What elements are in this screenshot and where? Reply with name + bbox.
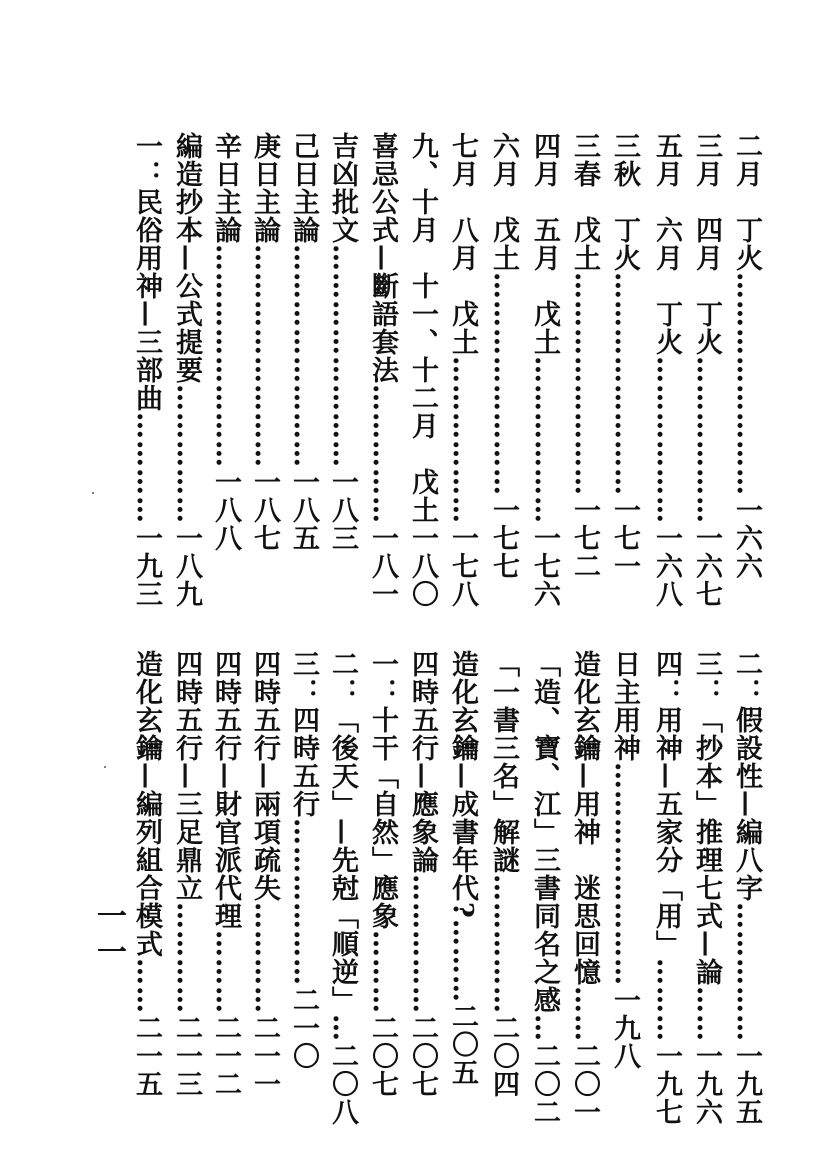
toc-entry-top-16: 一：民俗用神—三部曲…………一九三 xyxy=(131,132,162,608)
toc-entry-top-7: 六月 戊土……………………一七七 xyxy=(488,132,519,580)
toc-entry-top-15: 編造抄本—公式提要……………一八九 xyxy=(171,132,202,608)
toc-entry-bottom-8: 造化玄鑰—成書年代?………二〇五 xyxy=(447,650,478,1087)
toc-entry-bottom-16: 造化玄鑰—編列組合模式……二一五 xyxy=(131,650,162,1098)
toc-entry-top-6: 四月 五月 戊土………………一七六 xyxy=(529,132,560,608)
toc-entry-top-8: 七月 八月 戊土………………一七八 xyxy=(447,132,478,608)
toc-entry-top-13: 庚日主論……………………一八七 xyxy=(249,132,280,552)
scan-speck xyxy=(104,766,106,768)
toc-entry-bottom-14: 四時五行—財官派代理………二一二 xyxy=(210,650,241,1098)
toc-entry-top-9: 九、十月 十一、十二月 戊土一八〇 xyxy=(407,132,438,608)
toc-entry-bottom-9: 四時五行—應象論……………二〇七 xyxy=(407,650,438,1098)
toc-entry-bottom-10: 一：十干「自然」應象………二〇七 xyxy=(367,650,398,1098)
page-number: 一一 xyxy=(91,900,126,972)
toc-entry-top-1: 二月 丁火……………………一六六 xyxy=(731,132,762,580)
toc-entry-bottom-3: 四：用神—五家分「用」………一九七 xyxy=(651,650,682,1126)
toc-entry-bottom-12: 三：四時五行………………二一〇 xyxy=(288,650,319,1070)
toc-entry-top-4: 三秋 丁火……………………一七一 xyxy=(609,132,640,580)
toc-entry-top-12: 己日主論……………………一八五 xyxy=(288,132,319,552)
toc-entry-bottom-11: 二：「後天」—先尅「順逆」…二〇八 xyxy=(327,650,358,1126)
toc-entry-top-11: 吉凶批文……………………一八三 xyxy=(327,132,358,552)
toc-entry-bottom-2: 三：「抄本」推理七式—論……一九六 xyxy=(691,650,722,1126)
toc-entry-bottom-13: 四時五行—兩項疏失…………二一一 xyxy=(249,650,280,1098)
toc-entry-top-2: 三月 四月 丁火………………一六七 xyxy=(691,132,722,608)
toc-entry-bottom-15: 四時五行—三足鼎立…………二一三 xyxy=(171,650,202,1098)
toc-entry-bottom-7: 「一書三名」解謎……………二〇四 xyxy=(488,650,519,1098)
toc-entry-bottom-5: 造化玄鑰—用神 迷思回憶……二〇一 xyxy=(569,650,600,1126)
toc-entry-bottom-4: 日主用神……………………一九八 xyxy=(609,650,640,1070)
scan-speck xyxy=(92,492,94,494)
toc-entry-top-10: 喜忌公式—斷語套法……………一八一 xyxy=(367,132,398,608)
toc-entry-top-14: 辛日主論……………………一八八 xyxy=(210,132,241,552)
toc-entry-bottom-6: 「造、寶、江」三書同名之感…二〇二 xyxy=(529,650,560,1126)
toc-entry-top-3: 五月 六月 丁火………………一六八 xyxy=(651,132,682,608)
toc-entry-bottom-1: 二：假設性—編八字……………一九五 xyxy=(731,650,762,1126)
toc-entry-top-5: 三春 戊土……………………一七二 xyxy=(569,132,600,580)
